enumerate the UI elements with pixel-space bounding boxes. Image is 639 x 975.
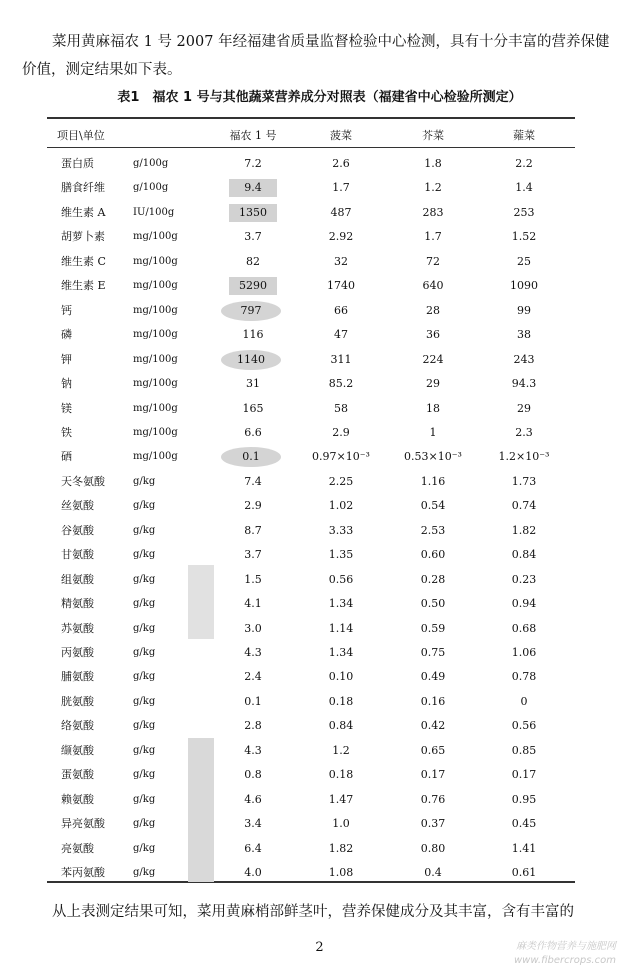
row-funong-value: 3.0 <box>244 621 262 635</box>
table-row <box>47 299 575 323</box>
row-funong-value: 0.1 <box>221 447 281 467</box>
row-item-name: 膳食纤维 <box>61 181 105 195</box>
row-mustard-value: 1.8 <box>424 157 442 170</box>
table-top-rule <box>47 117 575 119</box>
table-row <box>47 323 575 347</box>
row-spinach-value: 47 <box>334 328 348 342</box>
table-header-row <box>47 124 575 148</box>
table-row <box>47 837 575 861</box>
row-funong-value: 3.7 <box>244 548 262 562</box>
row-water-spinach-value: 94.3 <box>511 377 537 391</box>
row-mustard-value: 0.80 <box>420 841 446 855</box>
row-unit: g/kg <box>133 647 156 658</box>
row-spinach-value: 2.92 <box>328 230 354 244</box>
row-funong-value: 7.2 <box>244 157 262 170</box>
row-water-spinach-value: 2.3 <box>515 425 533 439</box>
row-water-spinach-value: 0.74 <box>511 499 537 513</box>
row-water-spinach-value: 253 <box>513 205 535 219</box>
row-funong-value: 5290 <box>229 277 277 295</box>
table-row <box>47 543 575 567</box>
page-number: 2 <box>315 940 324 955</box>
row-unit: g/kg <box>133 744 156 756</box>
row-mustard-value: 0.75 <box>420 646 446 659</box>
table-row <box>47 641 575 665</box>
row-item-name: 钠 <box>61 377 72 391</box>
row-water-spinach-value: 0.45 <box>511 817 537 831</box>
row-item-name: 镁 <box>61 401 72 415</box>
row-item-name: 赖氨酸 <box>61 792 94 806</box>
row-unit: g/kg <box>133 475 156 487</box>
row-spinach-value: 85.2 <box>328 377 354 391</box>
row-unit: g/kg <box>133 622 156 634</box>
row-unit: mg/100g <box>133 451 178 463</box>
row-funong-value: 82 <box>246 254 260 268</box>
row-item-name: 甘氨酸 <box>61 548 94 562</box>
row-spinach-value: 0.18 <box>328 768 354 782</box>
table-row <box>47 470 575 494</box>
row-spinach-value: 3.33 <box>328 523 354 537</box>
row-item-name: 磷 <box>61 328 72 342</box>
row-unit: g/kg <box>133 573 156 585</box>
row-unit: mg/100g <box>133 255 178 267</box>
row-spinach-value: 0.56 <box>328 572 354 586</box>
row-water-spinach-value: 99 <box>517 303 531 317</box>
row-mustard-value: 0.37 <box>420 817 446 831</box>
row-funong-value: 0.8 <box>244 768 262 782</box>
row-item-name: 维生素 A <box>61 205 106 219</box>
row-unit: mg/100g <box>133 280 178 292</box>
row-item-name: 丝氨酸 <box>61 499 94 513</box>
row-spinach-value: 1.02 <box>328 499 354 513</box>
row-unit: mg/100g <box>133 353 178 365</box>
table-row <box>47 201 575 225</box>
row-unit: g/kg <box>133 720 156 732</box>
row-item-name: 丙氨酸 <box>61 646 94 659</box>
row-spinach-value: 311 <box>330 352 352 366</box>
header-item-unit: 项目\单位 <box>57 129 105 142</box>
table-row <box>47 494 575 518</box>
row-mustard-value: 0.49 <box>420 670 446 684</box>
row-water-spinach-value: 0.94 <box>511 597 537 611</box>
row-funong-value: 4.3 <box>244 743 262 757</box>
table-row <box>47 250 575 274</box>
row-funong-value: 0.1 <box>244 694 262 708</box>
row-item-name: 硒 <box>61 450 72 464</box>
row-unit: g/kg <box>133 524 156 536</box>
row-spinach-value: 1.14 <box>328 621 354 635</box>
row-mustard-value: 0.65 <box>420 743 446 757</box>
row-unit: g/kg <box>133 598 156 610</box>
row-spinach-value: 1740 <box>327 279 355 293</box>
row-water-spinach-value: 0.84 <box>511 548 537 562</box>
table-row <box>47 519 575 543</box>
table-row <box>47 763 575 787</box>
row-unit: g/kg <box>133 867 156 879</box>
row-water-spinach-value: 1.4 <box>515 181 533 195</box>
row-unit: g/kg <box>133 549 156 561</box>
row-item-name: 精氨酸 <box>61 597 94 611</box>
row-water-spinach-value: 1.2×10⁻³ <box>498 450 550 464</box>
row-spinach-value: 2.9 <box>332 425 350 439</box>
table-row <box>47 348 575 372</box>
table-row <box>47 861 575 885</box>
row-item-name: 谷氨酸 <box>61 523 94 537</box>
row-funong-value: 2.4 <box>244 670 262 684</box>
row-water-spinach-value: 0.23 <box>511 572 537 586</box>
row-water-spinach-value: 1.41 <box>511 841 537 855</box>
row-funong-value: 4.0 <box>244 866 262 880</box>
row-mustard-value: 640 <box>422 279 444 293</box>
row-mustard-value: 224 <box>422 352 444 366</box>
row-item-name: 蛋白质 <box>61 157 94 170</box>
row-funong-value: 1350 <box>229 204 277 222</box>
row-item-name: 脯氨酸 <box>61 670 94 684</box>
row-mustard-value: 0.76 <box>420 792 446 806</box>
table-row <box>47 714 575 738</box>
table-caption: 表1 福农 1 号与其他蔬菜营养成分对照表（福建省中心检验所测定） <box>117 90 522 105</box>
row-item-name: 亮氨酸 <box>61 841 94 855</box>
row-item-name: 异亮氨酸 <box>61 817 105 831</box>
row-funong-value: 8.7 <box>244 523 262 537</box>
header-water-spinach: 蕹菜 <box>513 129 535 142</box>
row-unit: g/kg <box>133 500 156 512</box>
intro-paragraph: 菜用黄麻福农 1 号 2007 年经福建省质量监督检验中心检测，具有十分丰富的营养保健价值，测定结果如下表。 <box>22 34 610 78</box>
row-spinach-value: 1.35 <box>328 548 354 562</box>
row-funong-value: 6.4 <box>244 841 262 855</box>
row-unit: g/100g <box>133 182 169 194</box>
row-funong-value: 6.6 <box>244 425 262 439</box>
row-spinach-value: 2.25 <box>328 474 354 488</box>
outro-paragraph: 从上表测定结果可知，菜用黄麻梢部鲜茎叶，营养保健成分及其丰富，含有丰富的 <box>52 904 574 920</box>
row-spinach-value: 58 <box>334 401 348 415</box>
row-item-name: 天冬氨酸 <box>61 474 105 488</box>
table-row <box>47 617 575 641</box>
row-water-spinach-value: 0.68 <box>511 621 537 635</box>
row-unit: g/100g <box>133 158 169 169</box>
row-water-spinach-value: 1.73 <box>511 474 537 488</box>
row-mustard-value: 18 <box>426 401 440 415</box>
row-mustard-value: 36 <box>426 328 440 342</box>
row-spinach-value: 1.2 <box>332 743 350 757</box>
row-item-name: 胡萝卜素 <box>61 230 105 244</box>
watermark-title: 麻类作物营养与施肥网 <box>515 941 616 952</box>
row-unit: IU/100g <box>133 206 175 218</box>
row-mustard-value: 1.16 <box>420 474 446 488</box>
row-item-name: 钙 <box>61 303 72 317</box>
row-item-name: 苯丙氨酸 <box>61 866 105 880</box>
row-item-name: 维生素 C <box>61 254 106 268</box>
row-unit: mg/100g <box>133 426 178 438</box>
row-item-name: 络氨酸 <box>61 719 94 733</box>
row-unit: mg/100g <box>133 378 178 390</box>
row-funong-value: 797 <box>221 301 281 321</box>
row-spinach-value: 32 <box>334 254 348 268</box>
row-spinach-value: 1.47 <box>328 792 354 806</box>
row-funong-value: 165 <box>242 401 264 415</box>
row-mustard-value: 0.59 <box>420 621 446 635</box>
row-funong-value: 9.4 <box>229 179 277 197</box>
row-mustard-value: 0.50 <box>420 597 446 611</box>
row-water-spinach-value: 0.95 <box>511 792 537 806</box>
row-unit: g/kg <box>133 769 156 781</box>
table-row <box>47 397 575 421</box>
row-spinach-value: 66 <box>334 303 348 317</box>
row-funong-value: 3.7 <box>244 230 262 244</box>
table-row <box>47 152 575 176</box>
row-item-name: 铁 <box>61 425 72 439</box>
row-unit: g/kg <box>133 671 156 683</box>
row-unit: g/kg <box>133 818 156 830</box>
table-row <box>47 445 575 469</box>
table-row <box>47 812 575 836</box>
row-item-name: 钾 <box>61 352 72 366</box>
row-funong-value: 3.4 <box>244 817 262 831</box>
row-mustard-value: 0.4 <box>424 866 442 880</box>
row-funong-value: 4.1 <box>244 597 262 611</box>
row-funong-value: 31 <box>246 377 260 391</box>
row-funong-value: 1140 <box>221 350 281 370</box>
header-mustard: 芥菜 <box>422 129 444 142</box>
table-row <box>47 225 575 249</box>
row-item-name: 维生素 E <box>61 279 106 293</box>
row-item-name: 蛋氨酸 <box>61 768 94 782</box>
row-water-spinach-value: 0.85 <box>511 743 537 757</box>
row-mustard-value: 1 <box>429 425 437 439</box>
row-mustard-value: 1.2 <box>424 181 442 195</box>
row-water-spinach-value: 1.52 <box>511 230 537 244</box>
row-spinach-value: 0.84 <box>328 719 354 733</box>
row-unit: g/kg <box>133 793 156 805</box>
row-water-spinach-value: 2.2 <box>515 157 533 170</box>
row-spinach-value: 1.82 <box>328 841 354 855</box>
header-funong: 福农 1 号 <box>229 129 277 142</box>
row-funong-value: 116 <box>242 328 264 342</box>
row-water-spinach-value: 0.61 <box>511 866 537 880</box>
table-row <box>47 788 575 812</box>
row-mustard-value: 0.42 <box>420 719 446 733</box>
row-water-spinach-value: 1.06 <box>511 646 537 659</box>
row-mustard-value: 0.53×10⁻³ <box>404 450 462 464</box>
table-row <box>47 176 575 200</box>
row-mustard-value: 29 <box>426 377 440 391</box>
row-funong-value: 7.4 <box>244 474 262 488</box>
row-unit: mg/100g <box>133 304 178 316</box>
row-item-name: 胱氨酸 <box>61 694 94 708</box>
row-item-name: 苏氨酸 <box>61 621 94 635</box>
row-mustard-value: 0.60 <box>420 548 446 562</box>
row-water-spinach-value: 0.56 <box>511 719 537 733</box>
row-item-name: 缬氨酸 <box>61 743 94 757</box>
row-unit: mg/100g <box>133 402 178 414</box>
row-mustard-value: 0.16 <box>420 694 446 708</box>
table-row <box>47 421 575 445</box>
row-mustard-value: 28 <box>426 303 440 317</box>
row-item-name: 组氨酸 <box>61 572 94 586</box>
row-unit: g/kg <box>133 842 156 854</box>
row-water-spinach-value: 0 <box>520 694 528 708</box>
watermark-url: www.fibercrops.com <box>514 955 616 966</box>
row-water-spinach-value: 1090 <box>510 279 538 293</box>
row-water-spinach-value: 1.82 <box>511 523 537 537</box>
row-water-spinach-value: 0.17 <box>511 768 537 782</box>
row-spinach-value: 1.7 <box>332 181 350 195</box>
table-row <box>47 665 575 689</box>
row-spinach-value: 0.18 <box>328 694 354 708</box>
row-water-spinach-value: 243 <box>513 352 535 366</box>
row-funong-value: 4.3 <box>244 646 262 659</box>
row-unit: mg/100g <box>133 329 178 341</box>
row-water-spinach-value: 0.78 <box>511 670 537 684</box>
row-water-spinach-value: 29 <box>517 401 531 415</box>
table-row <box>47 274 575 298</box>
table-row <box>47 592 575 616</box>
row-unit: g/kg <box>133 695 156 707</box>
row-water-spinach-value: 38 <box>517 328 531 342</box>
row-spinach-value: 1.0 <box>332 817 350 831</box>
header-spinach: 菠菜 <box>330 129 352 142</box>
watermark <box>514 940 616 968</box>
row-funong-value: 1.5 <box>244 572 262 586</box>
row-water-spinach-value: 25 <box>517 254 531 268</box>
table-row <box>47 372 575 396</box>
row-spinach-value: 2.6 <box>332 157 350 170</box>
row-funong-value: 4.6 <box>244 792 262 806</box>
row-mustard-value: 72 <box>426 254 440 268</box>
row-mustard-value: 0.28 <box>420 572 446 586</box>
row-mustard-value: 2.53 <box>420 523 446 537</box>
row-funong-value: 2.8 <box>244 719 262 733</box>
table-row <box>47 690 575 714</box>
row-spinach-value: 1.08 <box>328 866 354 880</box>
row-unit: mg/100g <box>133 231 178 243</box>
table-row <box>47 739 575 763</box>
row-spinach-value: 487 <box>330 205 352 219</box>
row-funong-value: 2.9 <box>244 499 262 513</box>
row-mustard-value: 0.54 <box>420 499 446 513</box>
row-mustard-value: 0.17 <box>420 768 446 782</box>
table-row <box>47 568 575 592</box>
row-spinach-value: 1.34 <box>328 597 354 611</box>
row-spinach-value: 0.10 <box>328 670 354 684</box>
row-spinach-value: 1.34 <box>328 646 354 659</box>
row-spinach-value: 0.97×10⁻³ <box>312 450 370 464</box>
row-mustard-value: 283 <box>422 205 444 219</box>
row-mustard-value: 1.7 <box>424 230 442 244</box>
